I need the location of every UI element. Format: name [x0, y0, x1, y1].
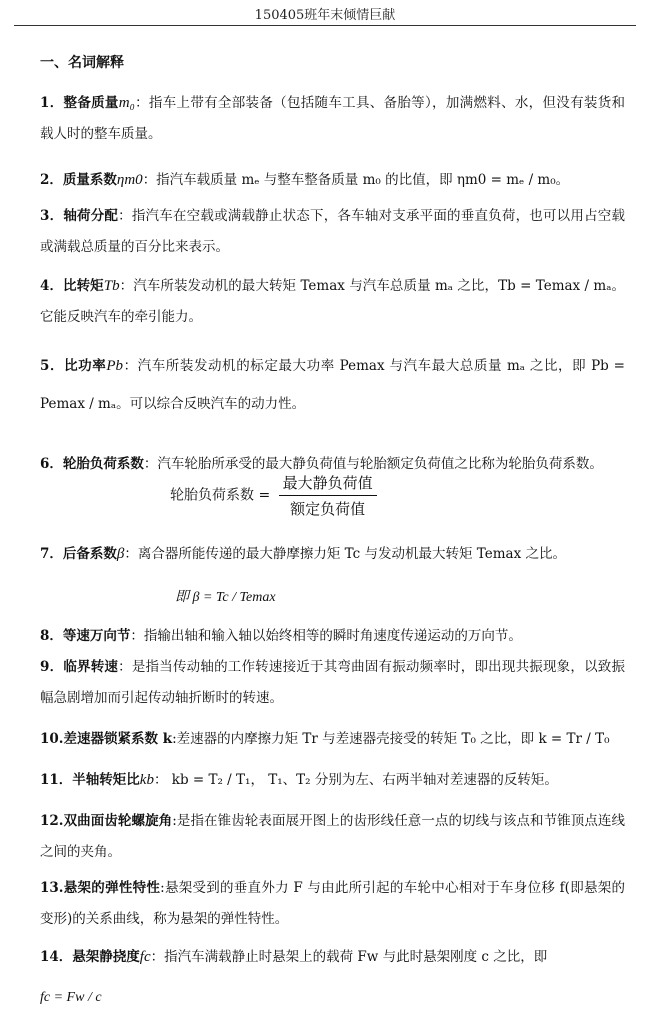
- definition-item: 5．比功率Pb：汽车所装发动机的标定最大功率 Pemax 与汽车最大总质量 mₐ 之比，即 Pb = Pemax / mₐ。可以综合反映汽车的动力性。: [40, 358, 625, 412]
- definition-item: 1．整备质量m₀：指车上带有全部装备（包括随车工具、备胎等），加满燃料、水，但没有装货和载人时的整车质量。: [40, 95, 626, 142]
- definition-item: 4．比转矩Tb：汽车所装发动机的最大转矩 Temax 与汽车总质量 mₐ 之比，Tb = Temax / mₐ。它能反映汽车的牵引能力。: [40, 278, 626, 325]
- page-header: 150405班年末倾情巨献: [254, 8, 396, 23]
- fc-equation: fc = Fw / c: [40, 990, 102, 1005]
- definition-item: 8．等速万向节：指输出轴和输入轴以始终相等的瞬时角速度传递运动的万向节。: [40, 628, 522, 644]
- section-title: 一、名词解释: [40, 55, 124, 71]
- definition-item: 2．质量系数ηm0：指汽车载质量 mₑ 与整车整备质量 m₀ 的比值，即 ηm0 = mₑ / m₀。: [40, 172, 570, 188]
- definition-item: 11．半轴转矩比kb： kb = T₂ / T₁， T₁、T₂ 分别为左、右两半轴对差速器的反转矩。: [40, 772, 558, 788]
- definition-item: 6．轮胎负荷系数：汽车轮胎所承受的最大静负荷值与轮胎额定负荷值之比称为轮胎负荷系数。: [40, 456, 603, 472]
- definition-item: 12.双曲面齿轮螺旋角:是指在锥齿轮表面展开图上的齿形线任意一点的切线与该点和节锥顶点连线之间的夹角。: [40, 813, 625, 860]
- definition-item: 7．后备系数β：离合器所能传递的最大静摩擦力矩 Tc 与发动机最大转矩 Temax 之比。: [40, 546, 566, 562]
- header-rule: [14, 25, 636, 26]
- definition-item: 13.悬架的弹性特性:悬架受到的垂直外力 F 与由此所引起的车轮中心相对于车身位移 f(即悬架的变形)的关系曲线，称为悬架的弹性特性。: [40, 880, 626, 927]
- definition-item: 14．悬架静挠度fc：指汽车满载静止时悬架上的载荷 Fw 与此时悬架刚度 c 之比，即: [40, 949, 548, 965]
- definition-item: 3．轴荷分配：指汽车在空载或满载静止状态下，各车轴对支承平面的垂直负荷，也可以用占空载或满载总质量的百分比来表示。: [40, 208, 626, 255]
- definition-item: 10.差速器锁紧系数 k:差速器的内摩擦力矩 Tr 与差速器壳接受的转矩 T₀ 之比，即 k = Tr / T₀: [40, 731, 610, 747]
- beta-equation: 即 β = Tc / Temax: [175, 590, 276, 605]
- tire-load-equation: 轮胎负荷系数 = $\frac{\text{最大静负荷值}}{\text{额定负荷值}}$: [170, 472, 377, 519]
- definition-item: 9．临界转速：是指当传动轴的工作转速接近于其弯曲固有振动频率时，即出现共振现象，以致振幅急剧增加而引起传动轴折断时的转速。: [40, 659, 626, 706]
